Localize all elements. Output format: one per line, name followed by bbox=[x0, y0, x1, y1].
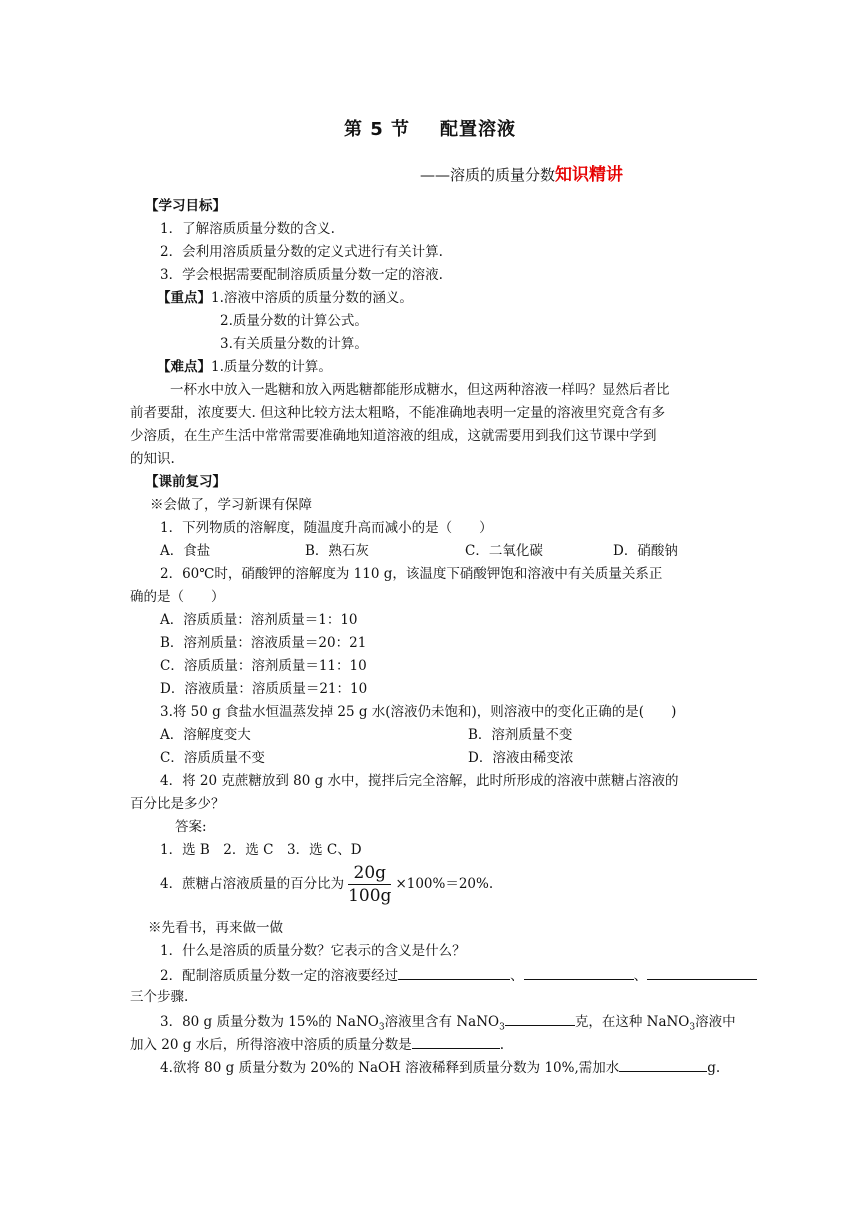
subscript: 3 bbox=[378, 1022, 385, 1033]
section-title: 配置溶液 bbox=[440, 119, 517, 140]
goal-item: 1．了解溶质质量分数的含义. bbox=[160, 221, 335, 237]
intro-paragraph: 前者要甜，浓度要大. 但这种比较方法太粗略，不能准确地表明一定量的溶液里究竟含有多 bbox=[130, 405, 666, 421]
answer-line: 1．选 B 2．选 C 3．选 C、D bbox=[160, 842, 362, 858]
q1-option-c: C．二氧化碳 bbox=[465, 543, 543, 559]
separator: 、 bbox=[633, 968, 648, 984]
q3-text: 3．80 g 质量分数为 15%的 NaNO bbox=[160, 1014, 379, 1030]
goal-item: 2．会利用溶质质量分数的定义式进行有关计算. bbox=[160, 244, 443, 260]
preview-question-3-line2 bbox=[130, 1034, 504, 1054]
q1-option-a: A．食盐 bbox=[160, 543, 211, 559]
subscript: 3 bbox=[689, 1022, 696, 1033]
difficulty-heading: 【难点】 bbox=[157, 359, 211, 375]
q2-option-d: D．溶液质量：溶质质量＝21：10 bbox=[160, 681, 368, 697]
review-note: ※会做了，学习新课有保障 bbox=[150, 497, 312, 513]
difficulty-text: 1.质量分数的计算。 bbox=[211, 359, 332, 375]
intro-paragraph: 的知识. bbox=[130, 451, 175, 467]
q2-option-a: A．溶质质量：溶剂质量＝1：10 bbox=[160, 612, 358, 628]
preview-note: ※先看书，再来做一做 bbox=[148, 920, 283, 936]
q2-prefix: 2．配制溶质质量分数一定的溶液要经过 bbox=[160, 968, 399, 984]
q3-option-a: A．溶解度变大 bbox=[160, 727, 251, 743]
q2-option-b: B．溶剂质量：溶液质量＝20：21 bbox=[160, 635, 367, 651]
fill-blank[interactable] bbox=[524, 965, 634, 980]
subscript: 3 bbox=[499, 1022, 505, 1033]
q4-text: 4.欲将 80 g 质量分数为 20%的 NaOH 溶液稀释到质量分数为 10%,需加水 bbox=[160, 1060, 620, 1076]
preview-question-4 bbox=[160, 1057, 720, 1077]
answer-4 bbox=[160, 862, 493, 907]
q3-option-c: C．溶质质量不变 bbox=[160, 750, 265, 766]
section-number: 第 5 节 bbox=[343, 119, 411, 140]
goal-item: 3．学会根据需要配制溶质质量分数一定的溶液. bbox=[160, 267, 443, 283]
difficulty-line bbox=[157, 358, 332, 376]
question-3-stem: 3.将 50 g 食盐水恒温蒸发掉 25 g 水(溶液仍未饱和)，则溶液中的变化正确的是( ) bbox=[160, 704, 677, 720]
preview-question-1: 1．什么是溶质的质量分数？它表示的含义是什么？ bbox=[160, 943, 466, 959]
fill-blank[interactable] bbox=[505, 1011, 575, 1026]
q3-option-b: B．溶剂质量不变 bbox=[468, 727, 573, 743]
goals-heading: 【学习目标】 bbox=[145, 198, 226, 214]
keypoint-item: 1.溶液中溶质的质量分数的涵义。 bbox=[211, 290, 413, 306]
fill-blank[interactable] bbox=[398, 965, 510, 980]
keypoint-item: 3.有关质量分数的计算。 bbox=[220, 336, 368, 352]
subtitle-prefix: ——溶质的质量分数 bbox=[420, 166, 556, 184]
fraction-denominator: 100g bbox=[348, 886, 392, 906]
q3-option-d: D．溶液由稀变浓 bbox=[468, 750, 574, 766]
keypoints-line bbox=[157, 289, 413, 307]
keypoint-item: 2.质量分数的计算公式。 bbox=[220, 313, 368, 329]
q1-option-b: B．熟石灰 bbox=[305, 543, 369, 559]
page-subtitle bbox=[420, 160, 623, 185]
q3-text: 加入 20 g 水后，所得溶液中溶质的质量分数是 bbox=[130, 1037, 412, 1053]
keypoints-heading: 【重点】 bbox=[157, 290, 211, 306]
preview-question-3 bbox=[160, 1011, 736, 1037]
question-2-stem: 确的是（ ） bbox=[130, 589, 225, 605]
fill-blank[interactable] bbox=[619, 1057, 707, 1072]
fraction bbox=[348, 862, 391, 907]
question-4-stem: 百分比是多少？ bbox=[130, 796, 225, 812]
question-2-stem: 2．60℃时，硝酸钾的溶解度为 110 g，该温度下硝酸钾饱和溶液中有关质量关系正 bbox=[160, 566, 663, 582]
fill-blank[interactable] bbox=[647, 965, 757, 980]
question-1-stem: 1．下列物质的溶解度，随温度升高而减小的是（ ） bbox=[160, 520, 493, 536]
subtitle-highlight: 知识精讲 bbox=[555, 165, 624, 185]
preview-question-2-end: 三个步骤. bbox=[130, 989, 189, 1005]
q3-text: 溶液中 bbox=[695, 1014, 736, 1030]
intro-paragraph: 一杯水中放入一匙糖和放入两匙糖都能形成糖水，但这两种溶液一样吗？显然后者比 bbox=[170, 382, 670, 398]
q3-text: 克，在这种 NaNO bbox=[574, 1014, 690, 1030]
answer-4-prefix: 4．蔗糖占溶液质量的百分比为 bbox=[160, 876, 345, 892]
preview-question-2 bbox=[160, 965, 757, 985]
fill-blank[interactable] bbox=[412, 1034, 500, 1049]
fraction-numerator: 20g bbox=[348, 862, 391, 885]
review-heading: 【课前复习】 bbox=[145, 474, 226, 490]
q3-text: 溶液里含有 NaNO bbox=[384, 1014, 500, 1030]
page-title bbox=[0, 115, 860, 141]
q4-text: g. bbox=[707, 1060, 721, 1076]
q1-option-d: D．硝酸钠 bbox=[613, 543, 678, 559]
answer-label: 答案: bbox=[175, 819, 207, 835]
answer-4-suffix: ×100%＝20%. bbox=[395, 876, 494, 892]
q3-text: . bbox=[499, 1037, 504, 1053]
separator: 、 bbox=[510, 968, 524, 984]
intro-paragraph: 少溶质，在生产生活中常常需要准确地知道溶液的组成，这就需要用到我们这节课中学到 bbox=[130, 428, 657, 444]
question-4-stem: 4．将 20 克蔗糖放到 80 g 水中，搅拌后完全溶解，此时所形成的溶液中蔗糖占溶液的 bbox=[160, 773, 679, 789]
q2-option-c: C．溶质质量：溶剂质量＝11：10 bbox=[160, 658, 367, 674]
